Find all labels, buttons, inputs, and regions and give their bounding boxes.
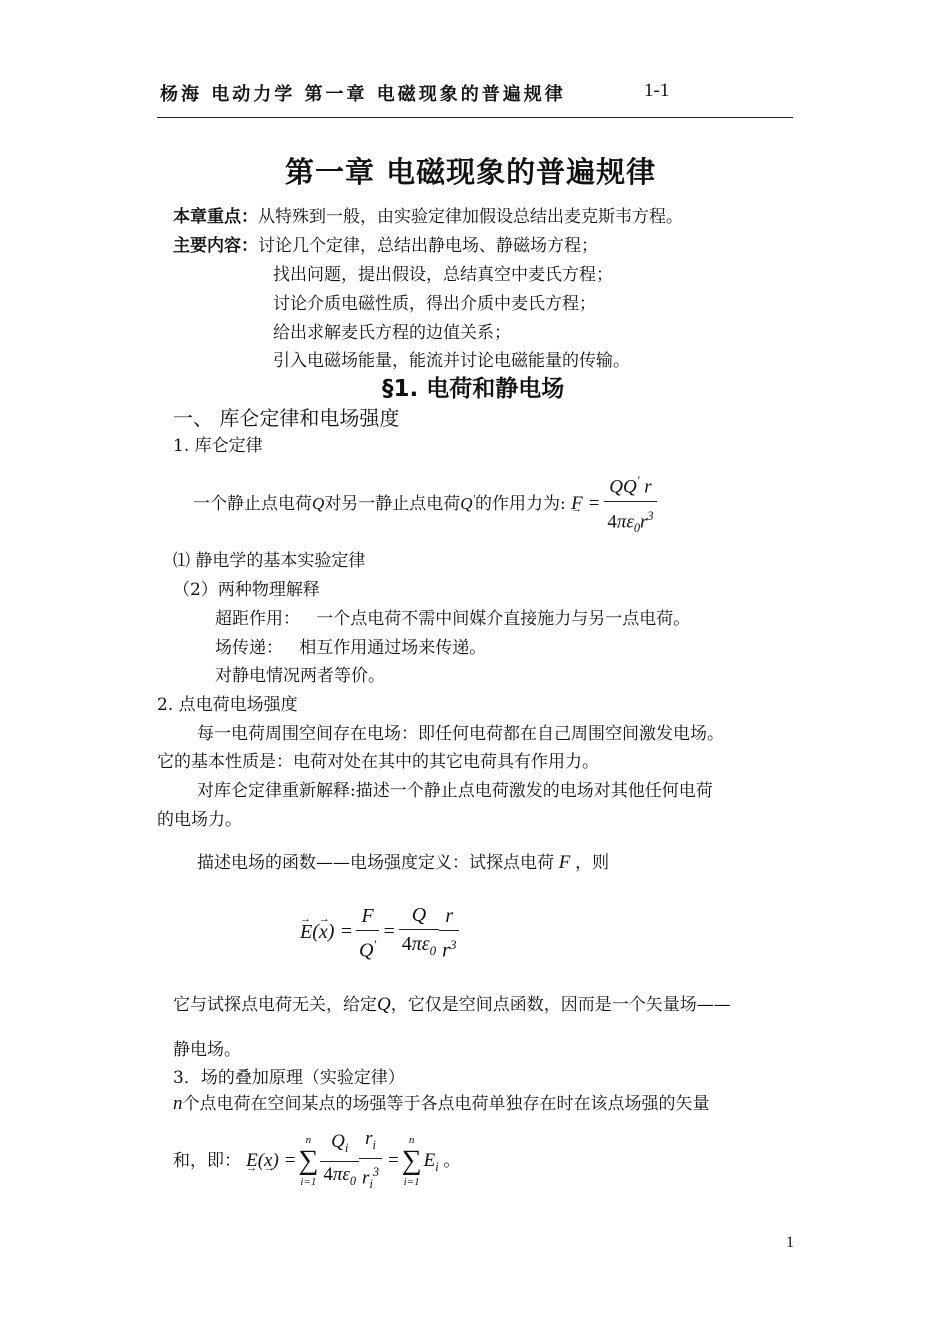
running-header: 杨海 电动力学 第一章 电磁现象的普遍规律 [160, 84, 566, 105]
term-label: 超距作用： [215, 609, 300, 629]
focus-label: 本章重点： [173, 207, 258, 227]
list-item: （2）两种物理解释 [173, 580, 320, 600]
superposition-line [173, 1089, 710, 1115]
paragraph: 每一电荷周围空间存在电场：即任何电荷都在自己周围空间激发电场。 [197, 724, 724, 744]
paragraph: 它的基本性质是：电荷对处在其中的其它电荷具有作用力。 [157, 752, 599, 772]
contents-item: 引入电磁场能量，能流并讨论电磁能量的传输。 [273, 351, 630, 371]
part-heading: 一、 库仑定律和电场强度 [173, 406, 400, 430]
paragraph: 静电场。 [173, 1040, 241, 1060]
section-title: §1. 电荷和静电场 [382, 376, 565, 402]
header-rule [157, 117, 793, 118]
term-text: 相互作用通过场来传递。 [299, 638, 487, 658]
subheading-superposition: 3．场的叠加原理（实验定律） [173, 1068, 405, 1088]
field-definition-line [197, 848, 609, 874]
superposition-formula-line [173, 1128, 460, 1192]
chapter-title: 第一章 电磁现象的普遍规律 [285, 155, 657, 189]
n-symbol: n [173, 1093, 183, 1114]
page-number: 1 [786, 1234, 794, 1251]
test-charge-symbol: F [554, 852, 576, 873]
definition-text: 描述电场的函数——电场强度定义：试探点电荷 [197, 853, 554, 873]
sum-end: 。 [443, 1150, 461, 1171]
sum-prefix: 和，即： [173, 1150, 241, 1171]
charge-q-symbol: Q [312, 494, 325, 514]
superposition-formula: → E(→ x) = n ∑ i=1 $\frac{Q_i}{4\pi\varepsilon_0}$ $\frac{r_i}{r_i^3}$ = n ∑ i=1 $E_i$ [246, 1150, 443, 1171]
paragraph: 的电场力。 [157, 810, 242, 830]
contents-item: 给出求解麦氏方程的边值关系； [273, 323, 511, 343]
definition-end: ，则 [575, 853, 610, 873]
contents-line-1 [173, 231, 598, 256]
contents-item: 讨论介质电磁性质，得出介质中麦氏方程； [273, 294, 596, 314]
field-transfer [215, 633, 486, 658]
focus-text: 从特殊到一般，由实验定律加假设总结出麦克斯韦方程。 [258, 207, 683, 227]
paragraph: 对库仑定律重新解释:描述一个静止点电荷激发的电场对其他任何电荷 [197, 781, 713, 801]
charge-q-prime-symbol: Q′ [460, 493, 475, 514]
paragraph: ，它仅是空间点函数，因而是一个矢量场—— [390, 995, 731, 1015]
subheading-coulomb: 1. 库仑定律 [173, 436, 263, 456]
contents-item: 讨论几个定律，总结出静电场、静磁场方程； [258, 236, 598, 256]
coulomb-text: 对另一静止点电荷 [324, 494, 461, 515]
coulomb-text: 一个静止点电荷 [193, 494, 312, 515]
term-label: 场传递： [215, 638, 283, 658]
chapter-focus [173, 202, 683, 227]
term-text: 一个点电荷不需中间媒介直接施力与另一点电荷。 [316, 609, 691, 629]
paragraph: 它与试探点电荷无关，给定 [173, 995, 377, 1015]
coulomb-law-line [193, 469, 657, 536]
coulomb-text: 的作用力为: [474, 494, 566, 515]
independence-line [173, 990, 731, 1016]
coulomb-formula: → F = $\frac{QQ' r}{4\pi\varepsilon_0r^3}$ [571, 493, 656, 514]
list-item: ⑴ 静电学的基本实验定律 [173, 551, 366, 571]
subheading-point-field: 2. 点电荷电场强度 [157, 695, 298, 715]
header-page-ref: 1-1 [644, 80, 670, 101]
field-strength-formula: → E(→ x) = $\frac{F}{Q'}$ = $\frac{Q}{4\pi\varepsilon_0}$ $\frac{r}{r^3}$ [300, 903, 459, 963]
action-at-distance [215, 604, 690, 629]
equivalence-note: 对静电情况两者等价。 [215, 666, 385, 686]
contents-label: 主要内容： [173, 236, 258, 256]
charge-q-symbol: Q [377, 994, 391, 1015]
contents-item: 找出问题，提出假设，总结真空中麦氏方程； [273, 265, 613, 285]
paragraph: 个点电荷在空间某点的场强等于各点电荷单独存在时在该点场强的矢量 [182, 1094, 710, 1114]
